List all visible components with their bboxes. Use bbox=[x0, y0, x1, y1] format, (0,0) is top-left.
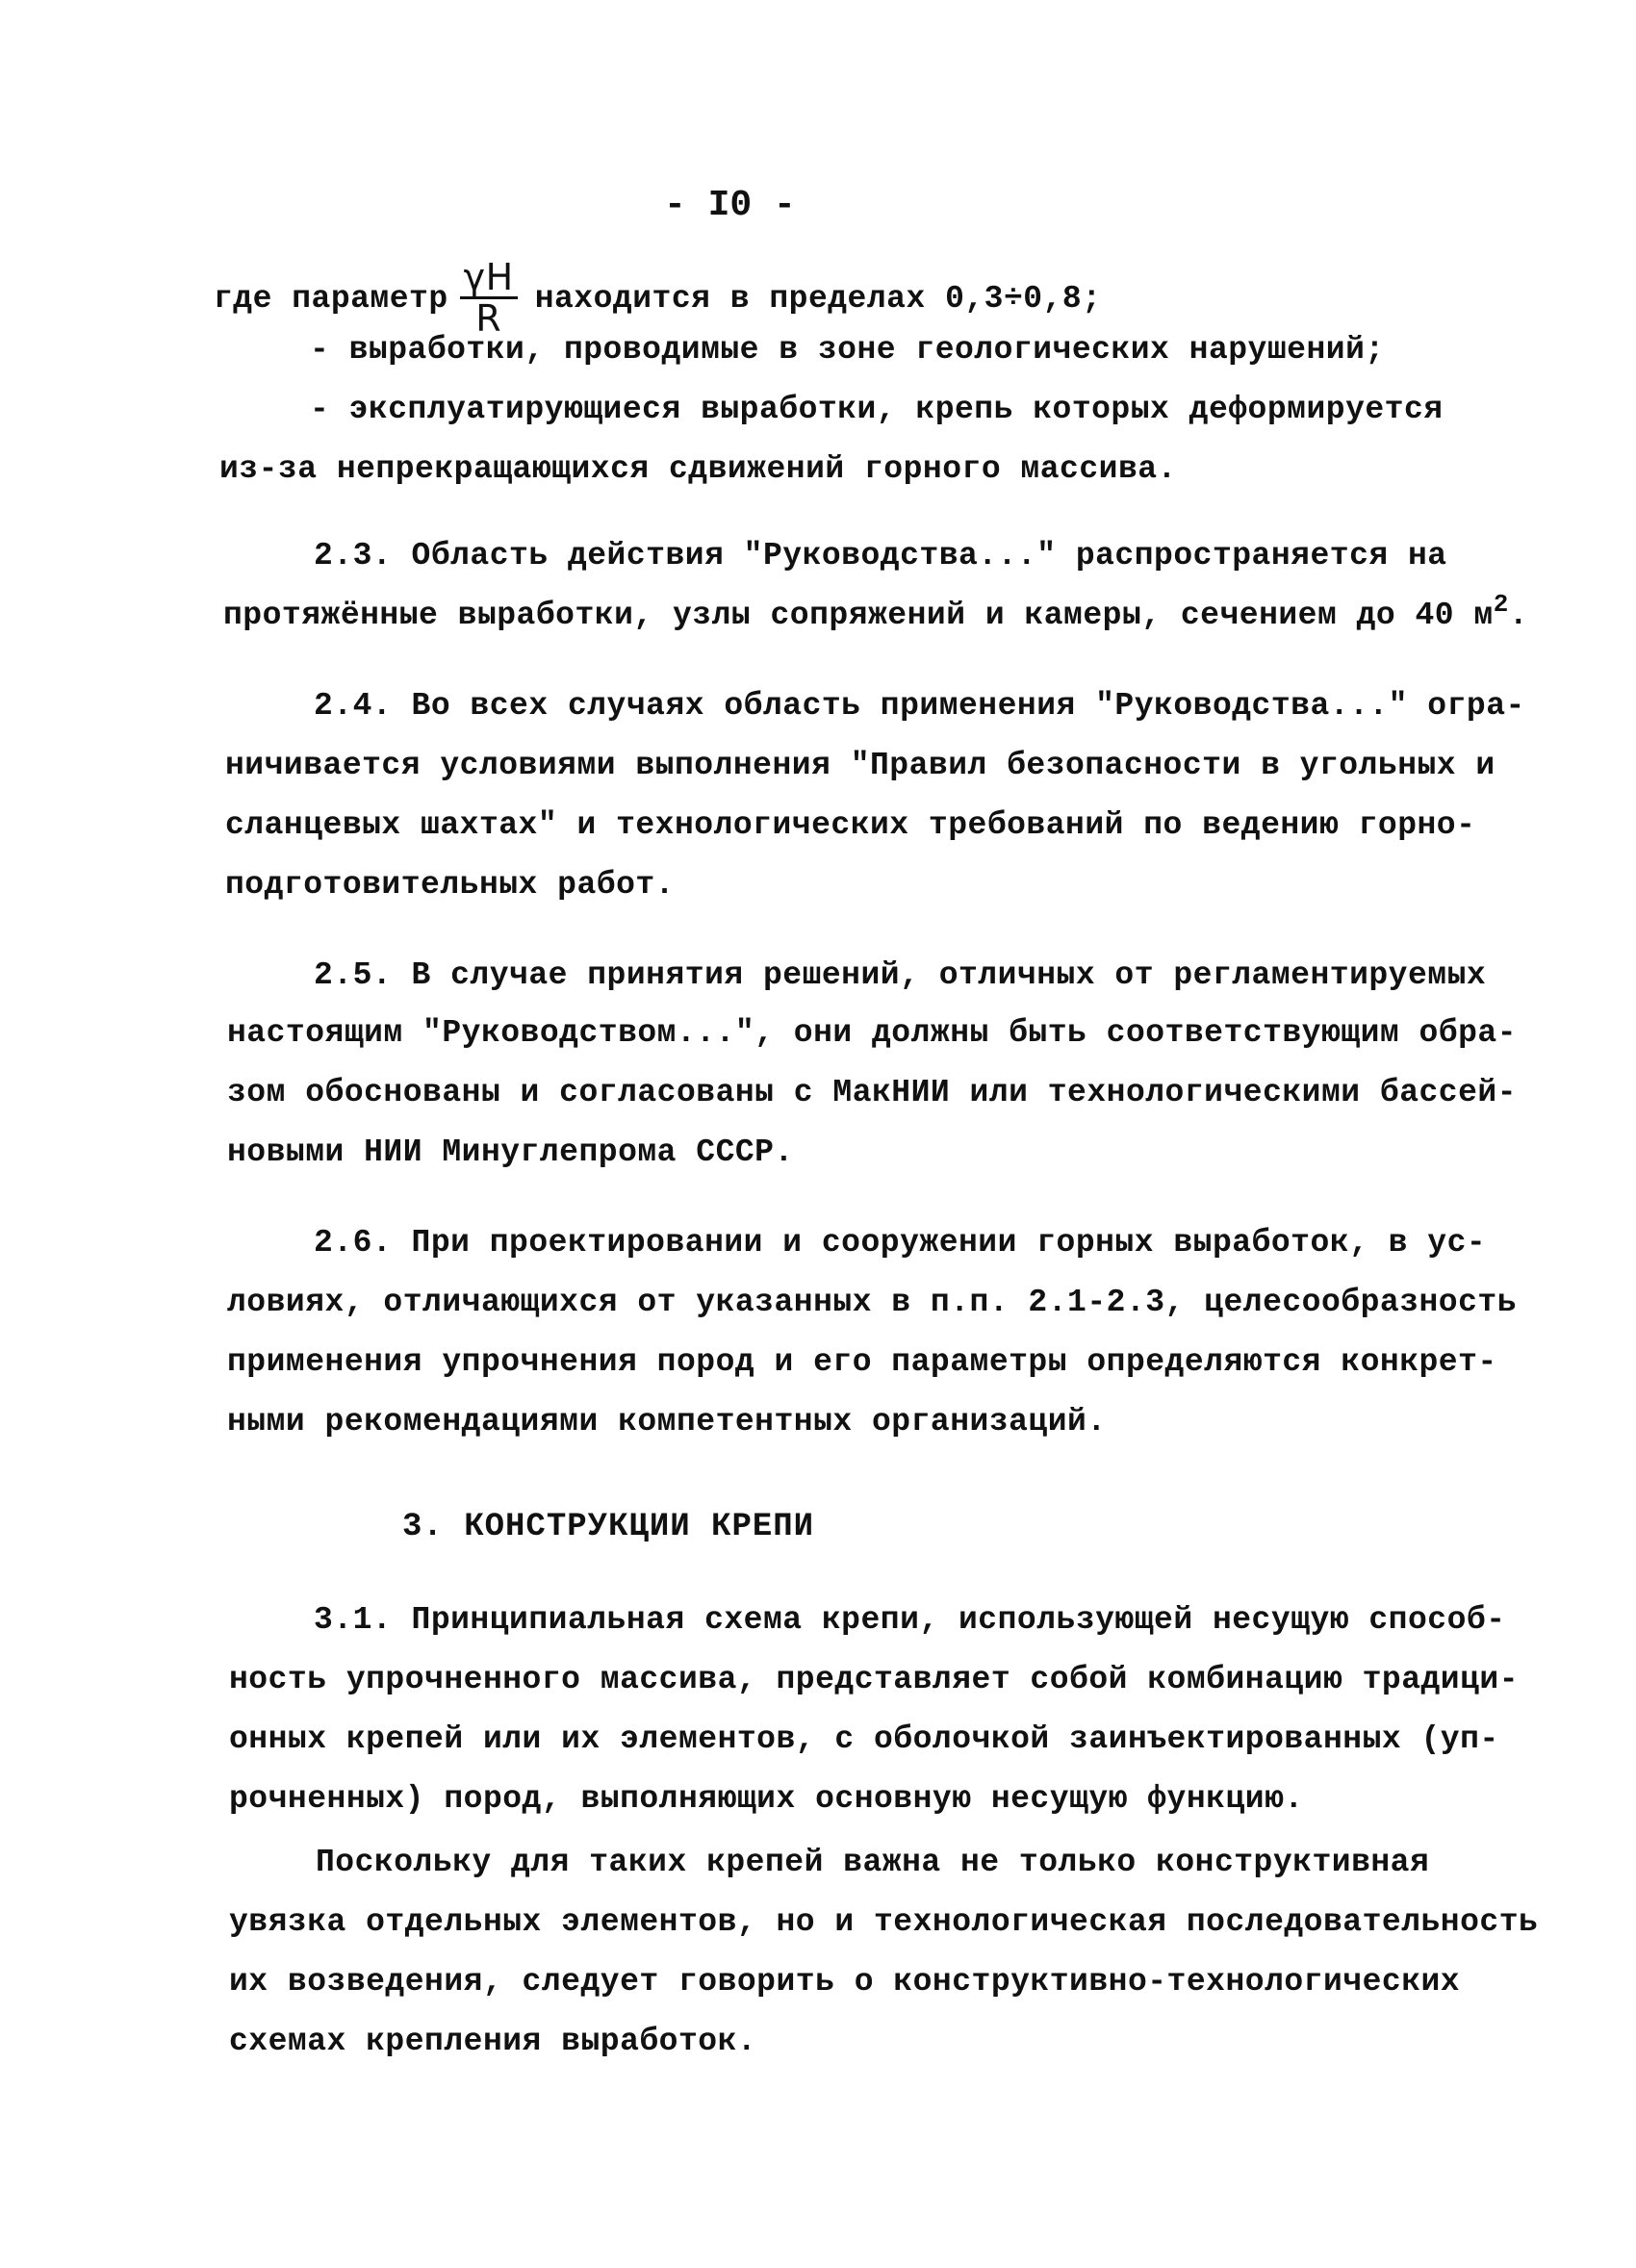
text-line: 2.6. При проектировании и сооружении горных выработок, в ус- bbox=[314, 1225, 1487, 1261]
intro-prefix: где параметр bbox=[214, 281, 448, 318]
page-number: - I0 - bbox=[664, 185, 796, 226]
para-2-3-text: протяжённые выработки, узлы сопряжений и камеры, сечением до 40 м bbox=[223, 598, 1494, 633]
area-exponent: 2 bbox=[1493, 590, 1509, 619]
text-line: схемах крепления выработок. bbox=[229, 2024, 757, 2059]
text-line: Поскольку для таких крепей важна не только конструктивная bbox=[316, 1845, 1430, 1880]
text-line: подготовительных работ. bbox=[225, 867, 675, 903]
text-line: настоящим "Руководством...", они должны быть соответствующим обра- bbox=[227, 1015, 1518, 1051]
section-heading: 3. КОНСТРУКЦИИ КРЕПИ bbox=[402, 1509, 815, 1545]
text-line: - эксплуатирующиеся выработки, крепь которых деформируется bbox=[310, 392, 1444, 427]
intro-suffix: находится в пределах 0,3÷0,8; bbox=[534, 281, 1102, 318]
para-2-3-line2 bbox=[223, 590, 1529, 637]
text-line: ность упрочненного массива, представляет собой комбинацию традици- bbox=[229, 1662, 1520, 1697]
text-line: ными рекомендациями компетентных организаций. bbox=[227, 1404, 1107, 1440]
text-line: ловиях, отличающихся от указанных в п.п. 2.1-2.3, целесообразность bbox=[227, 1285, 1518, 1320]
text-line: рочненных) пород, выполняющих основную несущую функцию. bbox=[229, 1781, 1304, 1817]
text-line: ничивается условиями выполнения "Правил безопасности в угольных и bbox=[225, 748, 1495, 783]
text-line: 2.3. Область действия "Руководства..." распространяется на bbox=[314, 538, 1447, 573]
text-line: - выработки, проводимые в зоне геологических нарушений; bbox=[310, 332, 1385, 368]
text-line: из-за непрекращающихся сдвижений горного массива. bbox=[219, 451, 1177, 487]
formula-fraction bbox=[460, 256, 518, 340]
text-line: новыми НИИ Минуглепрома СССР. bbox=[227, 1134, 794, 1170]
text-line: увязка отдельных элементов, но и технологическая последовательность bbox=[229, 1904, 1539, 1940]
text-line: их возведения, следует говорить о конструктивно-технологических bbox=[229, 1964, 1461, 2000]
text-line: применения упрочнения пород и его параметры определяются конкрет- bbox=[227, 1344, 1497, 1380]
formula-numerator: γH bbox=[460, 260, 518, 299]
text-line: сланцевых шахтах" и технологических требований по ведению горно- bbox=[225, 807, 1476, 843]
text-line: онных крепей или их элементов, с оболочкой заинъектированных (уп- bbox=[229, 1721, 1499, 1757]
formula-denominator: R bbox=[475, 297, 502, 340]
intro-line bbox=[214, 256, 1102, 340]
para-2-3-end: . bbox=[1508, 598, 1529, 633]
text-line: зом обоснованы и согласованы с МакНИИ или технологическими бассей- bbox=[227, 1075, 1518, 1110]
text-line: 3.1. Принципиальная схема крепи, использующей несущую способ- bbox=[314, 1602, 1506, 1638]
text-line: 2.5. В случае принятия решений, отличных от регламентируемых bbox=[314, 957, 1487, 993]
text-line: 2.4. Во всех случаях область применения "Руководства..." огра- bbox=[314, 688, 1525, 724]
